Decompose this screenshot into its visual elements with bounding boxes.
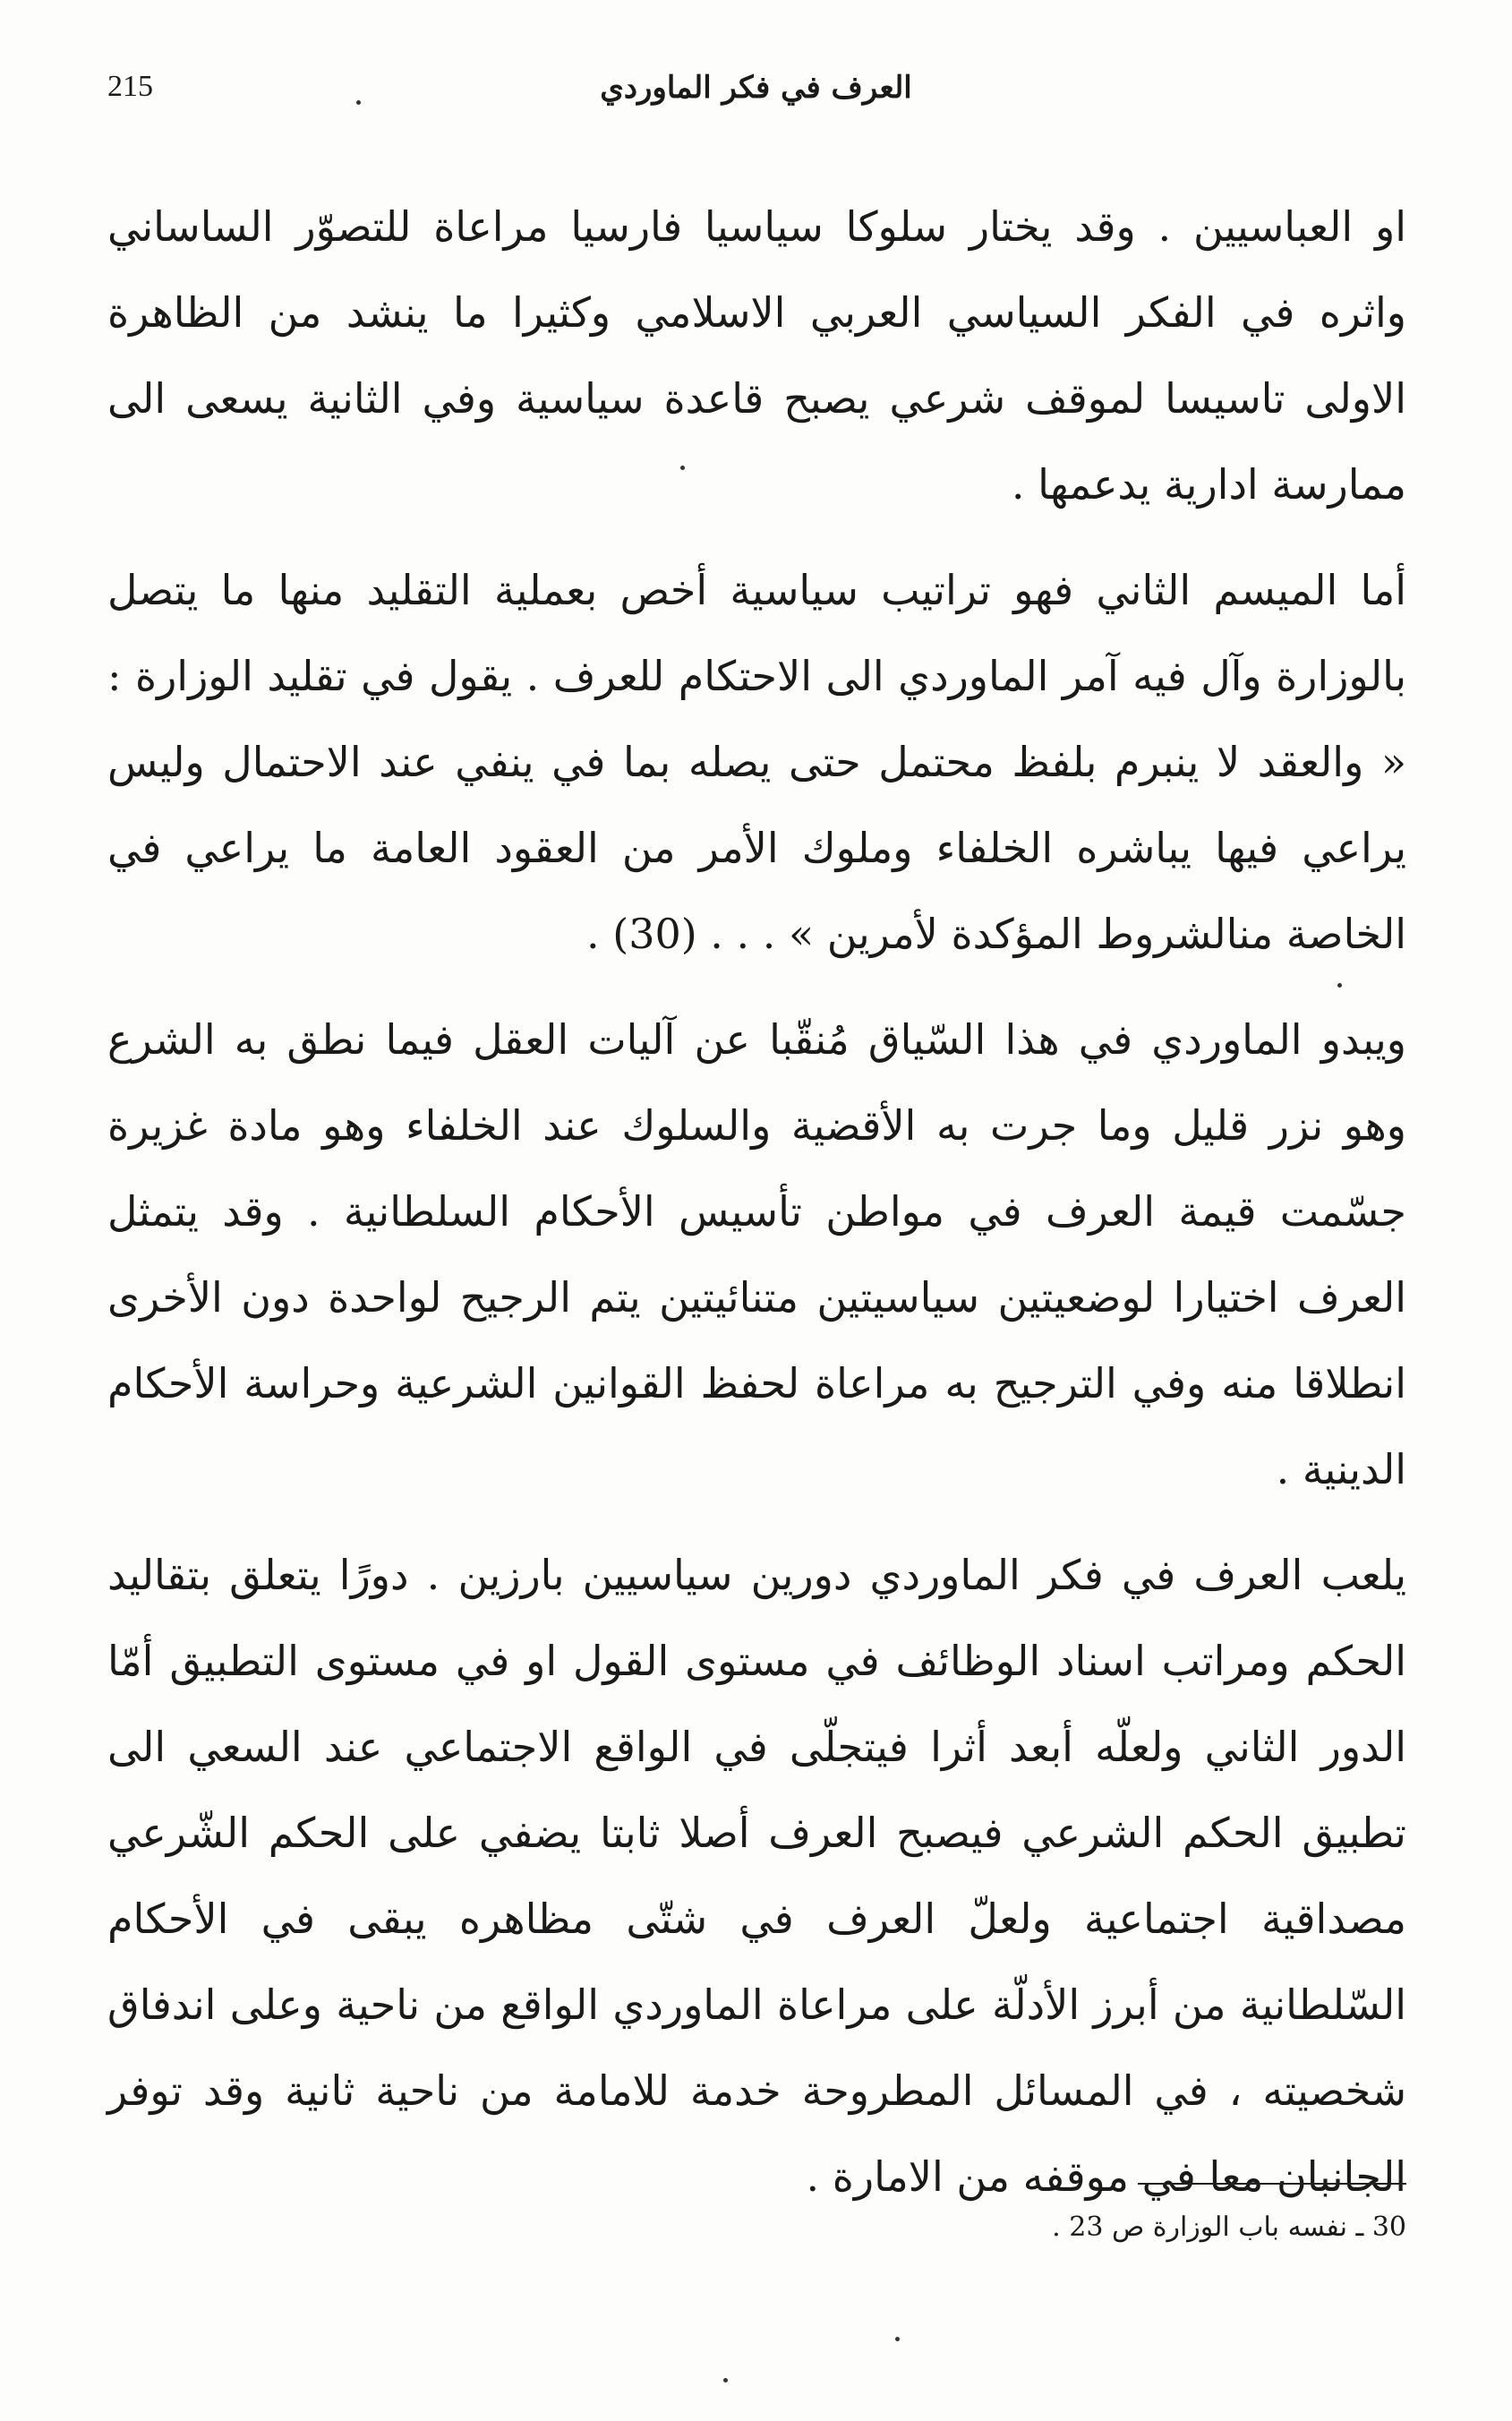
scan-speck [1337, 983, 1342, 988]
running-title: العرف في فكر الماوردي [600, 70, 912, 106]
scan-speck [356, 100, 361, 105]
paragraph-3: ويبدو الماوردي في هذا السّياق مُنقّبا عن آليات العقل فيما نطق به الشرع وهو نزر قليل وما جرت به الأقضية والسلوك عند الخلفاء وهو مادة غزيرة جسّمت قيمة العرف في مواطن تأسيس الأحكام السلطانية . وقد يتمثل العرف اختيارا لوضعيتين سياسيتين متنائيتين يتم الرجيح لواحدة دون الأخرى انطلاقا منه وفي الترجيح به مراعاة لحفظ القوانين الشرعية وحراسة الأحكام الدينية . [107, 1015, 1406, 1493]
paragraph-4: يلعب العرف في فكر الماوردي دورين سياسيين بارزين . دورًا يتعلق بتقاليد الحكم ومراتب اسناد الوظائف في مستوى القول او في مستوى التطبيق أمّا الدور الثاني ولعلّه أبعد أثرا فيتجلّى في الواقع الاجتماعي عند السعي الى تطبيق الحكم الشرعي فيصبح العرف أصلا ثابتا يضفي على الحكم الشّرعي مصداقية اجتماعية ولعلّ العرف في شتّى مظاهره يبقى في الأحكام السّلطانية من أبرز الأدلّة على مراعاة الماوردي الواقع من ناحية وعلى اندفاق شخصيته ، في المسائل المطروحة خدمة للامامة من ناحية ثانية وقد توفر الجانبان معا في موقفه من الامارة . [107, 1551, 1407, 2201]
scan-speck [723, 2378, 728, 2383]
page-number: 215 [107, 70, 153, 103]
paragraph-1: او العباسيين . وقد يختار سلوكا سياسيا فارسيا مراعاة للتصوّر الساساني واثره في الفكر السياسي العربي الاسلامي وكثيرا ما ينشد من الظاهرة الاولى تاسيسا لموقف شرعي يصبح قاعدة سياسية وفي الثانية يسعى الى ممارسة ادارية يدعمها . [107, 202, 1406, 509]
scan-speck [895, 2337, 900, 2341]
footnote-separator [1138, 2183, 1406, 2185]
footnote: 30 ـ نفسه باب الوزارة ص 23 . [1052, 2211, 1406, 2243]
page-header [107, 70, 1405, 124]
scan-speck [680, 466, 685, 470]
body-text [107, 184, 1406, 2239]
paragraph-2: أما الميسم الثاني فهو تراتيب سياسية أخص بعملية التقليد منها ما يتصل بالوزارة وآل فيه آمر الماوردي الى الاحتكام للعرف . يقول في تقليد الوزارة : « والعقد لا ينبرم بلفظ محتمل حتى يصله بما في ينفي عند الاحتمال وليس يراعي فيها يباشره الخلفاء وملوك الأمر من العقود العامة ما يراعي في الخاصة منالشروط المؤكدة لأمرين » . . . (30) . [107, 566, 1406, 958]
